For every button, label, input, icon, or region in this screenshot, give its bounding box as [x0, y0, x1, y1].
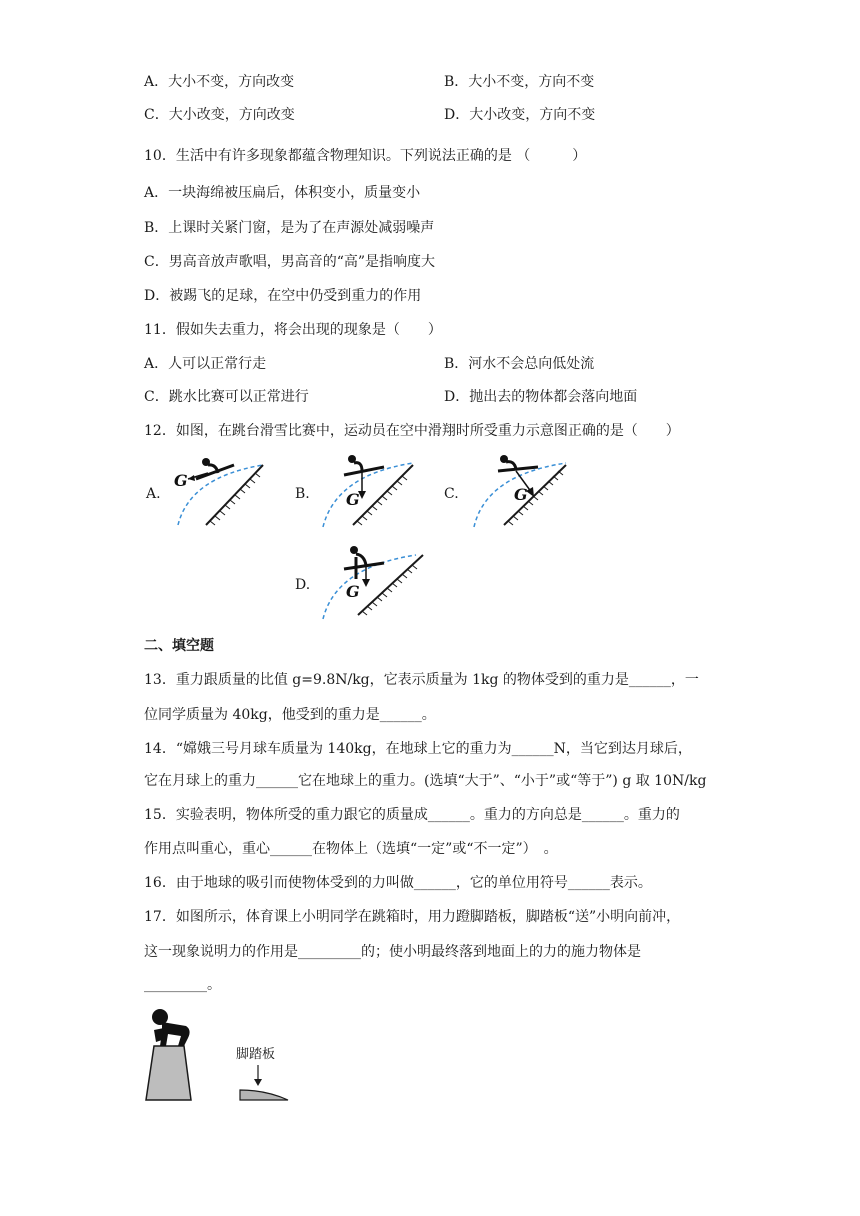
q10-option-b: B．上课时关紧门窗，是为了在声源处减弱噪声 [144, 220, 435, 236]
q14-line-2: 它在月球上的重力______它在地球上的重力。(选填“大于”、“小于”或“等于”) g 取 10N/kg [144, 773, 707, 789]
q9-option-c: C．大小改变，方向改变 [144, 107, 295, 123]
q17-springboard-figure [236, 1064, 296, 1104]
q9-option-d: D．大小改变，方向不变 [444, 107, 596, 123]
q17-line-3: _________。 [144, 977, 221, 993]
q11-option-d: D．抛出去的物体都会落向地面 [444, 389, 638, 405]
q10-option-d: D．被踢飞的足球，在空中仍受到重力的作用 [144, 288, 422, 304]
q12-figure-b [318, 455, 418, 535]
q17-line-1: 17．如图所示，体育课上小明同学在跳箱时，用力蹬脚踏板，脚踏板“送”小明向前冲， [144, 909, 681, 925]
q16-line-1: 16．由于地球的吸引而使物体受到的力叫做______，它的单位用符号______表示。 [144, 875, 652, 891]
section-title-fill-blank: 二、填空题 [144, 638, 214, 654]
q12-force-label-d: G [346, 582, 360, 601]
q12-figure-c [466, 455, 566, 535]
q9-option-b: B．大小不变，方向不变 [444, 74, 595, 90]
q12-label-b: B. [295, 486, 310, 502]
q12-force-label-a: G [174, 471, 188, 490]
q12-label-d: D. [295, 577, 311, 593]
q9-option-a: A．大小不变，方向改变 [144, 74, 295, 90]
q13-line-1: 13．重力跟质量的比值 g=9.8N/kg，它表示质量为 1kg 的物体受到的重力是______，一 [144, 672, 699, 688]
q11-option-a: A．人可以正常行走 [144, 356, 267, 372]
q12-force-label-c: G [514, 485, 528, 504]
q11-option-c: C．跳水比赛可以正常进行 [144, 389, 309, 405]
q10-option-c: C．男高音放声歌唱，男高音的“高”是指响度大 [144, 254, 436, 270]
q15-line-1: 15．实验表明，物体所受的重力跟它的质量成______。重力的方向总是______。重力的 [144, 807, 680, 823]
q10-option-a: A．一块海绵被压扁后，体积变小，质量变小 [144, 185, 421, 201]
q12-figure-d [318, 545, 428, 625]
q10-stem: 10．生活中有许多现象都蕴含物理知识。下列说法正确的是 （ ） [144, 148, 587, 164]
springboard-label: 脚踏板 [236, 1047, 276, 1062]
q17-line-2: 这一现象说明力的作用是_________的；使小明最终落到地面上的力的施力物体是 [144, 944, 641, 960]
q17-vaulting-box-figure [144, 1008, 204, 1103]
q14-line-1: 14．“嫦娥三号月球车质量为 140kg，在地球上它的重力为______N，当它到达月球后， [144, 741, 692, 757]
q12-label-c: C. [444, 486, 459, 502]
q12-stem: 12．如图，在跳台滑雪比赛中，运动员在空中滑翔时所受重力示意图正确的是（ ） [144, 423, 680, 439]
q13-line-2: 位同学质量为 40kg，他受到的重力是______。 [144, 707, 436, 723]
q11-stem: 11．假如失去重力，将会出现的现象是（ ） [144, 322, 442, 338]
q12-label-a: A. [146, 486, 161, 502]
q12-force-label-b: G [346, 490, 360, 509]
q12-figure-a [168, 455, 268, 535]
q15-line-2: 作用点叫重心，重心______在物体上（选填“一定”或“不一定”） 。 [144, 841, 558, 857]
q11-option-b: B．河水不会总向低处流 [444, 356, 595, 372]
